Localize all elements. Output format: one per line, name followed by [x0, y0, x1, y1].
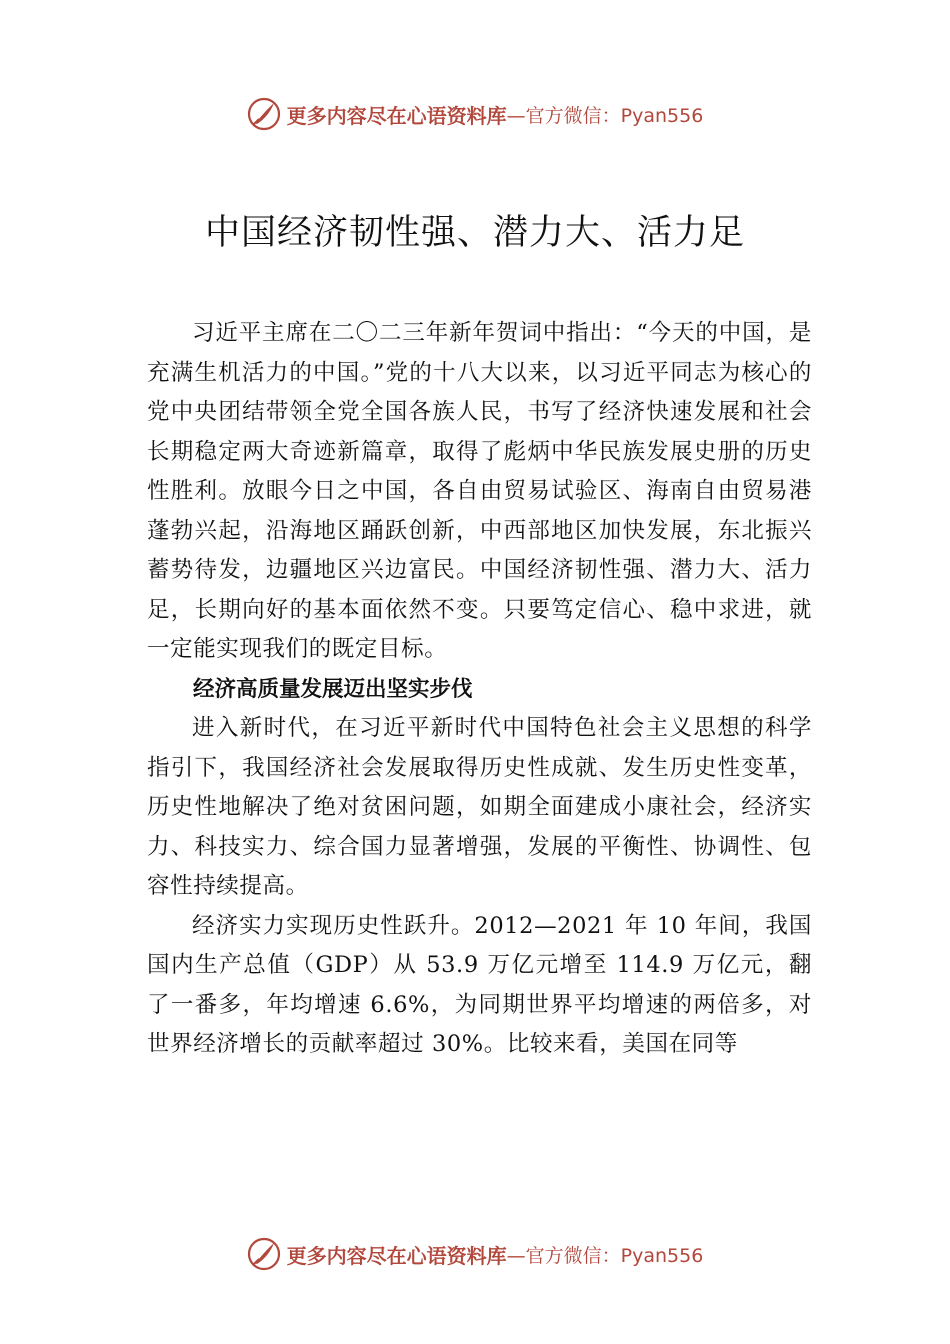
- banner-wechat-text: —官方微信：Pyan556: [506, 104, 704, 127]
- document-body: [147, 314, 812, 1065]
- banner-main-text: 更多内容尽在心语资料库: [286, 103, 507, 128]
- section-heading: 经济高质量发展迈出坚实步伐: [193, 676, 473, 702]
- quill-pen-logo-icon: [247, 1237, 281, 1271]
- banner-main-text: 更多内容尽在心语资料库: [286, 1243, 507, 1268]
- intro-paragraph: 习近平主席在二〇二三年新年贺词中指出：“今天的中国，是充满生机活力的中国。”党的十八大以来，以习近平同志为核心的党中央团结带领全党全国各族人民，书写了经济快速发展和社会长期稳定两大奇迹新篇章，取得了彪炳中华民族发展史册的历史性胜利。放眼今日之中国，各自由贸易试验区、海南自由贸易港蓬勃兴起，沿海地区踊跃创新，中西部地区加快发展，东北振兴蓄势待发，边疆地区兴边富民。中国经济韧性强、潜力大、活力足，长期向好的基本面依然不变。只要笃定信心、稳中求进，就一定能实现我们的既定目标。: [147, 320, 812, 662]
- footer-banner: [0, 1232, 950, 1276]
- quill-pen-logo-icon: [247, 97, 281, 131]
- section-paragraph: 经济实力实现历史性跃升。2012—2021 年 10 年间，我国国内生产总值（GDP）从 53.9 万亿元增至 114.9 万亿元，翻了一番多，年均增速 6.6%，为同期世界平均增速的两倍多，对世界经济增长的贡献率超过 30%。比较来看，美国在同等: [147, 912, 812, 1057]
- document-title: 中国经济韧性强、潜力大、活力足: [204, 213, 745, 253]
- banner-wechat-text: —官方微信：Pyan556: [506, 1244, 704, 1267]
- header-banner: [0, 92, 950, 136]
- section-paragraph: 进入新时代，在习近平新时代中国特色社会主义思想的科学指引下，我国经济社会发展取得历史性成就、发生历史性变革，历史性地解决了绝对贫困问题，如期全面建成小康社会，经济实力、科技实力、综合国力显著增强，发展的平衡性、协调性、包容性持续提高。: [147, 715, 812, 899]
